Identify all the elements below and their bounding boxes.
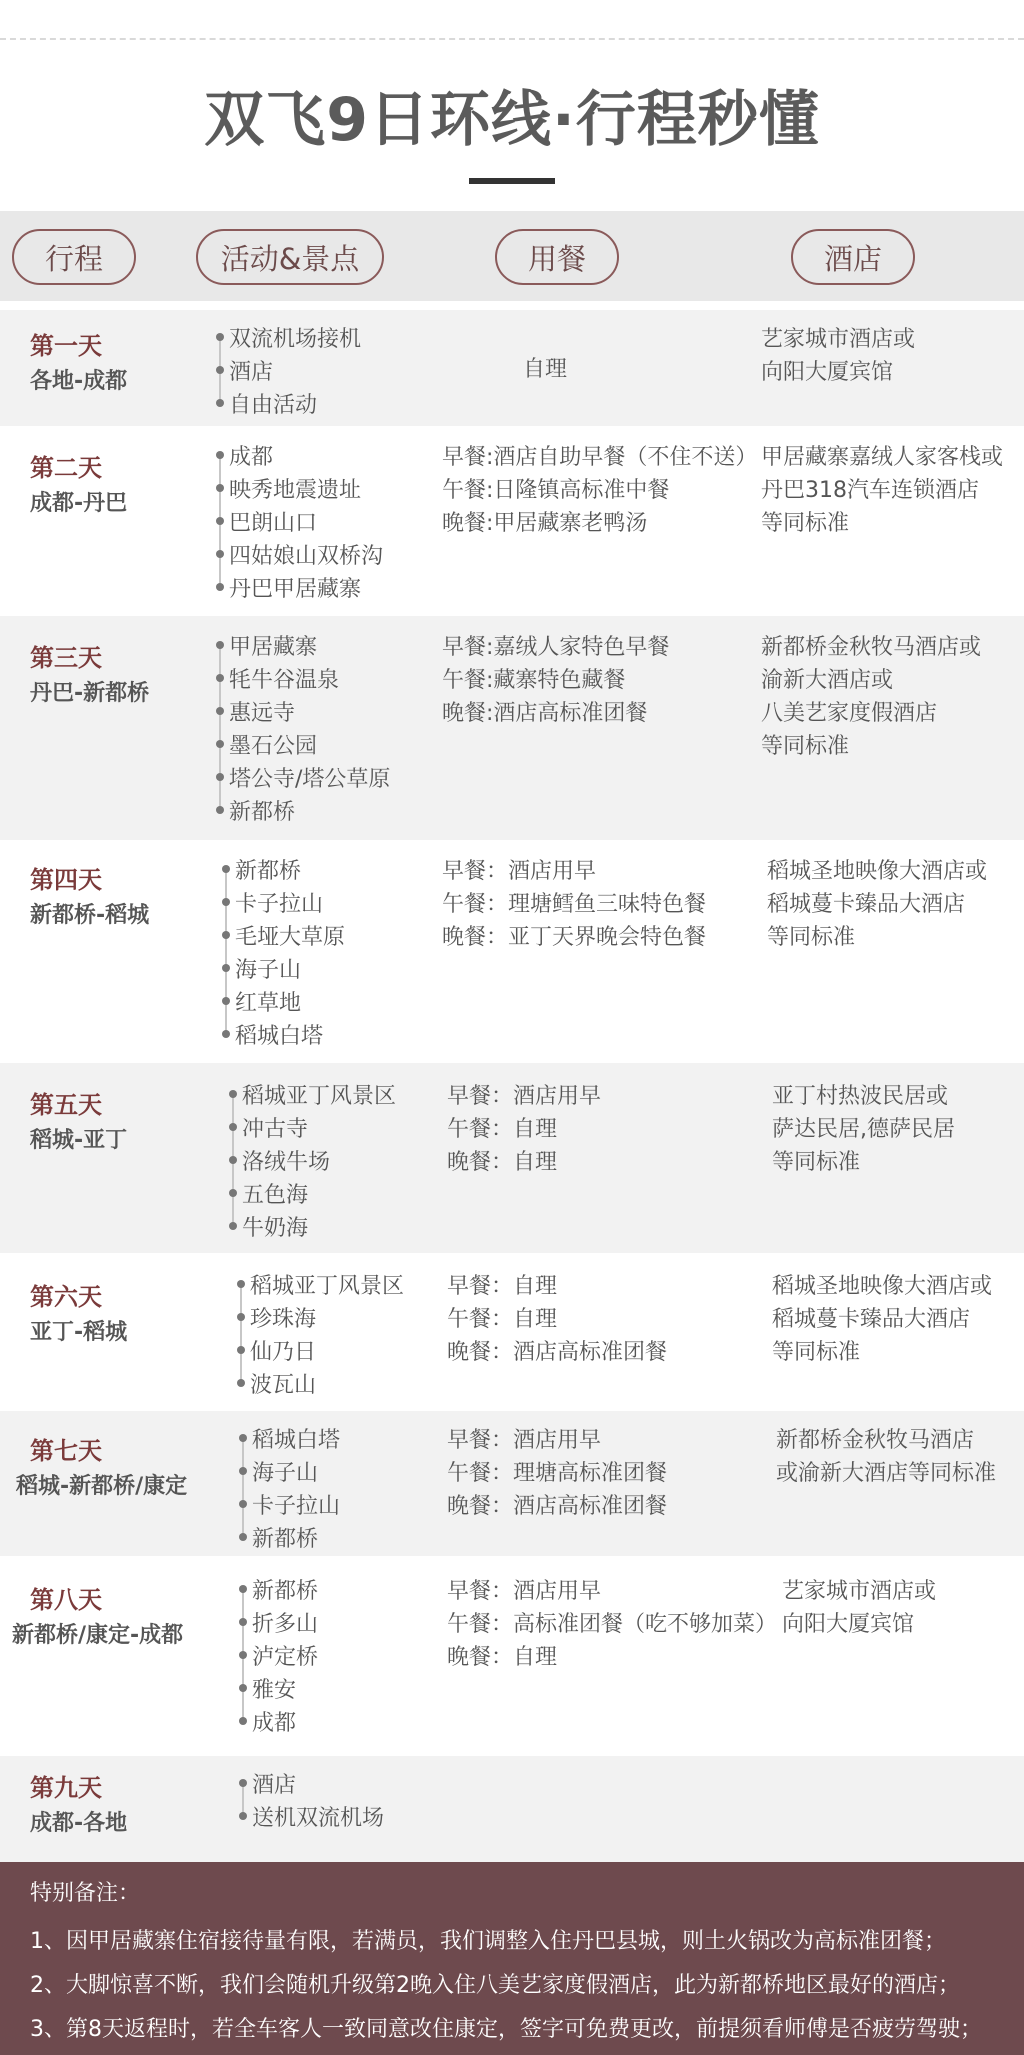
meal-item: 午餐：高标准团餐（吃不够加菜） (447, 1612, 778, 1637)
spot-label: 新都桥 (252, 1579, 319, 1604)
spot-item (252, 1489, 340, 1520)
spot-label: 卡子拉山 (235, 892, 324, 917)
spot-item (252, 1801, 384, 1832)
spot-item (250, 1269, 404, 1300)
hotel-line: 稻城蔓卡臻品大酒店 (772, 1307, 971, 1332)
hotel-line: 新都桥金秋牧马酒店或 (761, 635, 982, 660)
hotel-line: 渝新大酒店或 (761, 668, 894, 693)
spot-item (252, 1456, 318, 1487)
meal-item: 早餐：酒店用早 (447, 1579, 602, 1604)
top-dashed-divider (0, 38, 1024, 40)
spot-item (252, 1640, 318, 1671)
day-row (0, 1756, 1024, 1862)
spot-label: 甲居藏寨 (229, 635, 318, 660)
day-route: 成都-丹巴 (30, 491, 128, 516)
hotel-line: 向阳大厦宾馆 (782, 1612, 915, 1637)
spot-label: 新都桥 (252, 1527, 319, 1552)
hotel-line: 等同标准 (761, 511, 850, 536)
meal-item: 午餐:日隆镇高标准中餐 (442, 478, 670, 503)
hotel-line: 艺家城市酒店或 (761, 327, 916, 352)
day-title: 第九天 (30, 1774, 102, 1802)
meal-item: 午餐：自理 (447, 1117, 558, 1142)
meal-item: 午餐：理塘鳕鱼三味特色餐 (442, 892, 707, 917)
meal-item: 早餐:酒店自助早餐（不住不送） (442, 445, 758, 470)
spot-item (229, 473, 361, 504)
day-route: 新都桥/康定-成都 (12, 1623, 184, 1648)
hotel-line: 等同标准 (772, 1340, 861, 1365)
spot-item (235, 887, 323, 918)
header-meals: 用餐 (495, 229, 619, 285)
spot-item (229, 572, 361, 603)
day-row (0, 1411, 1024, 1556)
day-route: 丹巴-新都桥 (30, 681, 150, 706)
hotel-line: 等同标准 (772, 1150, 861, 1175)
header-hotel: 酒店 (791, 229, 915, 285)
day-route: 稻城-亚丁 (30, 1128, 128, 1153)
day-row (0, 310, 1024, 426)
day-title: 第七天 (30, 1437, 102, 1465)
spot-label: 酒店 (252, 1773, 297, 1798)
timeline-dot (222, 865, 230, 873)
page-title: 双飞9日环线·行程秒懂 (204, 85, 820, 155)
meal-item: 晚餐:酒店高标准团餐 (442, 701, 648, 726)
day-title: 第八天 (30, 1586, 102, 1614)
timeline-dot (237, 1379, 245, 1387)
spot-item (242, 1079, 396, 1110)
spot-item (252, 1673, 296, 1704)
header-itinerary: 行程 (12, 229, 136, 285)
timeline-dot (216, 674, 224, 682)
timeline-dot (239, 1717, 247, 1725)
timeline-dot (239, 1651, 247, 1659)
spot-label: 塔公寺/塔公草原 (229, 767, 391, 792)
spot-label: 毛垭大草原 (235, 925, 346, 950)
spot-label: 波瓦山 (250, 1373, 317, 1398)
spot-label: 牛奶海 (242, 1216, 309, 1241)
spot-label: 酒店 (229, 360, 274, 385)
timeline-dot (216, 550, 224, 558)
hotel-line: 甲居藏寨嘉绒人家客栈或 (761, 445, 1004, 470)
spot-item (229, 388, 317, 419)
day-title: 第六天 (30, 1283, 102, 1311)
timeline-dot (239, 1684, 247, 1692)
timeline-dot (216, 773, 224, 781)
hotel-line: 艺家城市酒店或 (782, 1579, 937, 1604)
meal-item: 晚餐：酒店高标准团餐 (447, 1494, 668, 1519)
day-route: 稻城-新都桥/康定 (16, 1474, 188, 1499)
spot-label: 牦牛谷温泉 (229, 668, 340, 693)
meal-item: 晚餐：亚丁天界晚会特色餐 (442, 925, 707, 950)
spot-item (235, 1019, 323, 1050)
spot-item (229, 663, 339, 694)
spot-item (250, 1368, 316, 1399)
meal-item: 午餐:藏寨特色藏餐 (442, 668, 626, 693)
meal-item: 晚餐:甲居藏寨老鸭汤 (442, 511, 648, 536)
spot-label: 仙乃日 (250, 1340, 317, 1365)
spot-item (229, 322, 361, 353)
spot-item (250, 1302, 316, 1333)
timeline-dot (239, 1467, 247, 1475)
spot-item (229, 630, 317, 661)
spot-label: 墨石公园 (229, 734, 318, 759)
spot-item (229, 762, 390, 793)
spot-label: 双流机场接机 (229, 327, 362, 352)
spot-item (229, 729, 317, 760)
spot-item (235, 986, 301, 1017)
day-row (0, 616, 1024, 840)
spot-item (229, 506, 317, 537)
hotel-line: 稻城圣地映像大酒店或 (767, 859, 988, 884)
timeline-dot (239, 1779, 247, 1787)
timeline-dot (216, 641, 224, 649)
timeline-dot (237, 1313, 245, 1321)
hotel-line: 亚丁村热波民居或 (772, 1084, 949, 1109)
spot-item (229, 696, 295, 727)
day-row (0, 1556, 1024, 1756)
meal-item: 午餐：理塘高标准团餐 (447, 1461, 668, 1486)
spot-item (235, 920, 345, 951)
timeline-dot (229, 1222, 237, 1230)
spot-item (229, 795, 295, 826)
hotel-line: 丹巴318汽车连锁酒店 (761, 478, 979, 503)
spot-label: 洛绒牛场 (242, 1150, 331, 1175)
spot-item (252, 1607, 318, 1638)
spot-label: 海子山 (252, 1461, 319, 1486)
spot-item (252, 1706, 296, 1737)
spot-label: 映秀地震遗址 (229, 478, 362, 503)
spot-label: 稻城亚丁风景区 (242, 1084, 397, 1109)
spot-label: 自由活动 (229, 393, 318, 418)
hotel-line: 稻城圣地映像大酒店或 (772, 1274, 993, 1299)
day-route: 各地-成都 (30, 369, 128, 394)
spot-item (252, 1574, 318, 1605)
timeline-dot (229, 1090, 237, 1098)
meal-item: 晚餐：自理 (447, 1150, 558, 1175)
spot-label: 惠远寺 (229, 701, 296, 726)
timeline-dot (216, 399, 224, 407)
spot-label: 四姑娘山双桥沟 (229, 544, 384, 569)
timeline-dot (216, 707, 224, 715)
timeline-dot (216, 333, 224, 341)
spot-label: 成都 (229, 445, 274, 470)
timeline-dot (239, 1812, 247, 1820)
note-item-2: 2、大脚惊喜不断，我们会随机升级第2晚入住八美艺家度假酒店，此为新都桥地区最好的酒店； (30, 1973, 960, 1998)
day-row (0, 1253, 1024, 1411)
day-row (0, 426, 1024, 616)
day-title: 第五天 (30, 1091, 102, 1119)
timeline-dot (222, 898, 230, 906)
timeline-dot (222, 1030, 230, 1038)
hotel-line: 新都桥金秋牧马酒店 (776, 1428, 975, 1453)
day-row (0, 840, 1024, 1063)
timeline-dot (239, 1585, 247, 1593)
day-title: 第一天 (30, 332, 102, 360)
timeline-dot (229, 1189, 237, 1197)
note-item-3: 3、第8天返程时，若全车客人一致同意改住康定，签字可免费更改，前提须看师傅是否疲劳驾驶； (30, 2017, 982, 2042)
spot-label: 海子山 (235, 958, 302, 983)
spot-item (235, 953, 301, 984)
special-notes (0, 1862, 1024, 2055)
spot-label: 新都桥 (229, 800, 296, 825)
hotel-line: 稻城蔓卡臻品大酒店 (767, 892, 966, 917)
note-item-1: 1、因甲居藏寨住宿接待量有限，若满员，我们调整入住丹巴县城，则土火锅改为高标准团餐； (30, 1929, 947, 1954)
timeline-dot (216, 484, 224, 492)
timeline-dot (239, 1500, 247, 1508)
timeline-dot (239, 1533, 247, 1541)
hotel-line: 向阳大厦宾馆 (761, 360, 894, 385)
hotel-line: 八美艺家度假酒店 (761, 701, 938, 726)
day-route: 成都-各地 (30, 1811, 128, 1836)
hotel-line: 萨达民居,德萨民居 (772, 1117, 955, 1142)
meal-item: 早餐:嘉绒人家特色早餐 (442, 635, 670, 660)
spot-item (229, 539, 383, 570)
meal-item: 早餐：酒店用早 (447, 1428, 602, 1453)
timeline-line (240, 1284, 242, 1383)
meal-item: 早餐：酒店用早 (442, 859, 597, 884)
timeline-dot (237, 1280, 245, 1288)
day-route: 亚丁-稻城 (30, 1320, 128, 1345)
day-title: 第三天 (30, 644, 102, 672)
spot-item (252, 1522, 318, 1553)
spot-item (242, 1145, 330, 1176)
spot-item (229, 355, 273, 386)
timeline-dot (237, 1346, 245, 1354)
day-row (0, 1063, 1024, 1253)
meal-item: 自理 (523, 357, 568, 382)
timeline-line (225, 869, 227, 1034)
spot-label: 五色海 (242, 1183, 309, 1208)
hotel-line: 等同标准 (767, 925, 856, 950)
timeline-dot (222, 964, 230, 972)
day-title: 第二天 (30, 454, 102, 482)
timeline-line (219, 645, 221, 810)
timeline-dot (216, 740, 224, 748)
spot-label: 稻城亚丁风景区 (250, 1274, 405, 1299)
timeline-dot (239, 1434, 247, 1442)
timeline-line (242, 1438, 244, 1537)
spot-item (242, 1112, 308, 1143)
spot-label: 稻城白塔 (235, 1024, 324, 1049)
hotel-line: 或渝新大酒店等同标准 (776, 1461, 997, 1486)
header-activities: 活动&景点 (196, 229, 384, 285)
day-title: 第四天 (30, 866, 102, 894)
timeline-dot (216, 583, 224, 591)
timeline-dot (222, 931, 230, 939)
spot-label: 稻城白塔 (252, 1428, 341, 1453)
spot-label: 冲古寺 (242, 1117, 309, 1142)
timeline-dot (229, 1156, 237, 1164)
timeline-dot (239, 1618, 247, 1626)
hotel-line: 等同标准 (761, 734, 850, 759)
spot-item (242, 1211, 308, 1242)
timeline-dot (216, 806, 224, 814)
spot-label: 巴朗山口 (229, 511, 318, 536)
meal-item: 晚餐：酒店高标准团餐 (447, 1340, 668, 1365)
title-underline (469, 178, 555, 184)
spot-label: 泸定桥 (252, 1645, 319, 1670)
spot-label: 雅安 (252, 1678, 297, 1703)
meal-item: 早餐：自理 (447, 1274, 558, 1299)
notes-title: 特别备注： (30, 1881, 141, 1906)
spot-label: 卡子拉山 (252, 1494, 341, 1519)
spot-label: 珍珠海 (250, 1307, 317, 1332)
spot-label: 送机双流机场 (252, 1806, 385, 1831)
day-route: 新都桥-稻城 (30, 903, 150, 928)
spot-item (242, 1178, 308, 1209)
spot-label: 成都 (252, 1711, 297, 1736)
spot-item (250, 1335, 316, 1366)
timeline-dot (229, 1123, 237, 1131)
timeline-dot (216, 451, 224, 459)
meal-item: 早餐：酒店用早 (447, 1084, 602, 1109)
spot-item (252, 1768, 296, 1799)
meal-item: 午餐：自理 (447, 1307, 558, 1332)
spot-label: 红草地 (235, 991, 302, 1016)
timeline-dot (216, 366, 224, 374)
spot-item (252, 1423, 340, 1454)
timeline-dot (216, 517, 224, 525)
spot-label: 新都桥 (235, 859, 302, 884)
timeline-dot (222, 997, 230, 1005)
spot-item (229, 440, 273, 471)
spot-item (235, 854, 301, 885)
spot-label: 折多山 (252, 1612, 319, 1637)
meal-item: 晚餐：自理 (447, 1645, 558, 1670)
spot-label: 丹巴甲居藏寨 (229, 577, 362, 602)
